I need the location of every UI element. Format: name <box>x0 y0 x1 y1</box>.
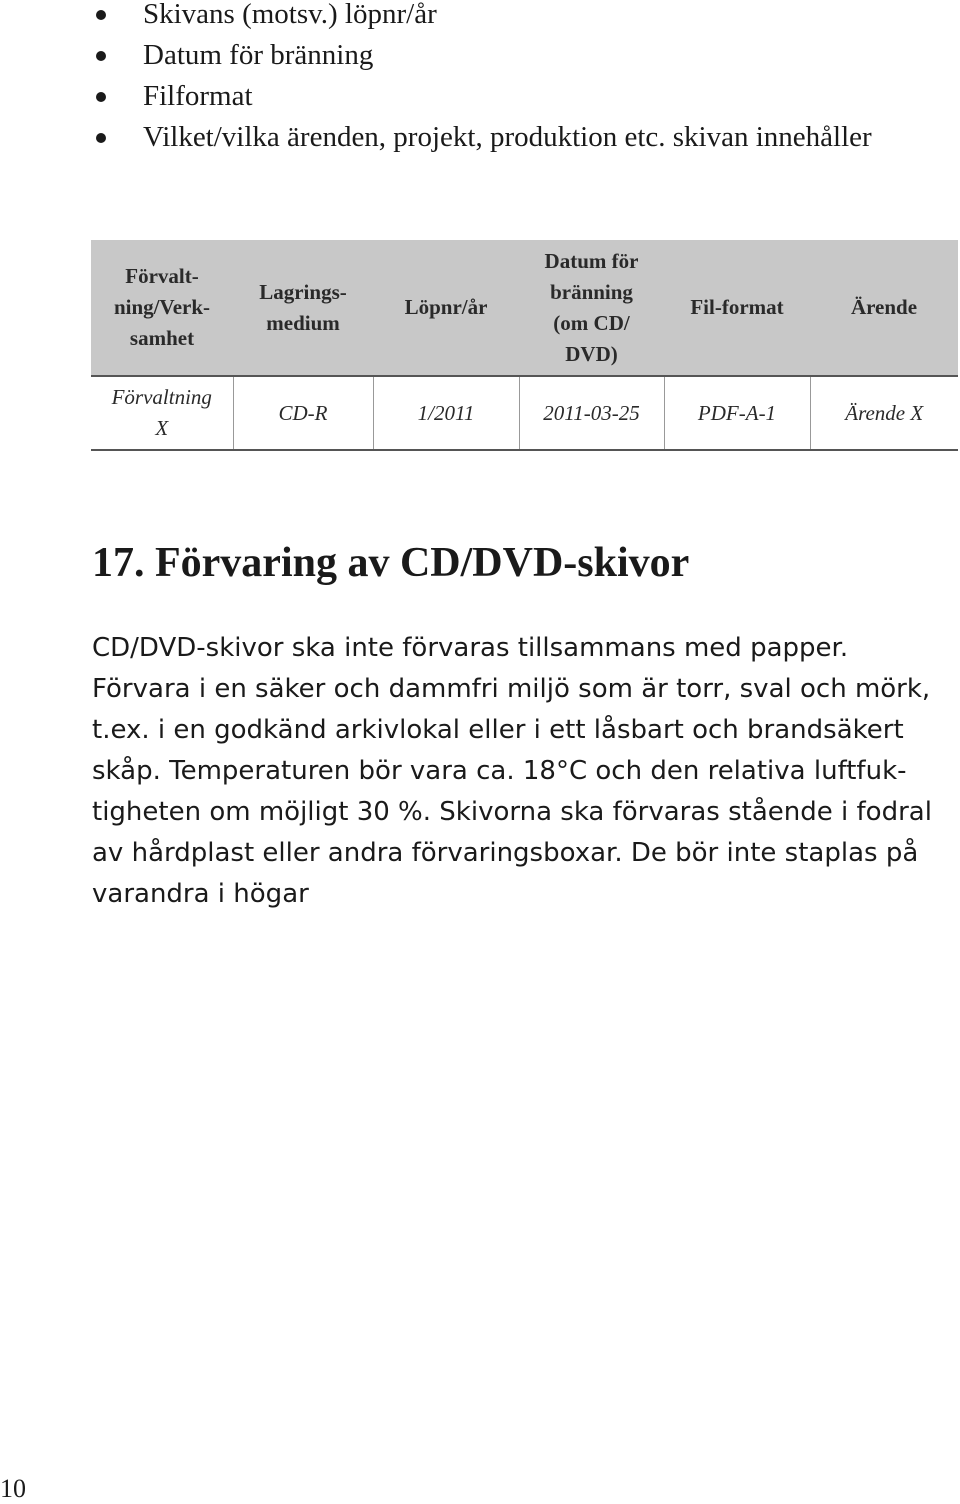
header-filformat <box>664 240 810 376</box>
page-number: 10 <box>0 1474 26 1503</box>
header-line: Datum för <box>544 248 639 273</box>
bullet-dot-icon <box>96 133 106 143</box>
header-line: Lagrings- <box>259 279 347 304</box>
cd-register-table <box>91 240 958 451</box>
cell-line: 1/2011 <box>417 400 475 425</box>
cell-line: X <box>155 416 169 440</box>
header-line: DVD) <box>565 341 618 366</box>
paragraph-line: t.ex. i en godkänd arkivlokal eller i ett låsbart och brandsäkert <box>92 715 904 745</box>
cell-filformat <box>664 376 810 450</box>
cell-datum <box>519 376 664 450</box>
table-header-row <box>91 240 958 376</box>
header-lagringsmedium <box>233 240 373 376</box>
paragraph-line: av hårdplast eller andra förvaringsboxar. De bör inte staplas på <box>92 838 919 868</box>
cell-line: CD-R <box>278 400 328 425</box>
header-line: Fil-format <box>690 295 784 319</box>
header-line: medium <box>266 310 340 335</box>
bullet-dot-icon <box>96 51 106 61</box>
table-row <box>91 376 958 450</box>
header-datum <box>519 240 664 376</box>
bullet-item <box>92 76 903 117</box>
paragraph-line: skåp. Temperaturen bör vara ca. 18°C och den relativa luftfuk- <box>92 756 907 786</box>
header-line: (om CD/ <box>553 310 630 335</box>
bullet-text: Filformat <box>143 80 253 112</box>
header-line: samhet <box>129 326 195 350</box>
header-lopnr <box>373 240 519 376</box>
bullet-text: Vilket/vilka ärenden, projekt, produktion etc. skivan innehåller <box>143 121 872 153</box>
cell-line: Förvaltning <box>111 385 212 409</box>
paragraph-line: varandra i högar <box>92 879 309 909</box>
cell-line: PDF-A-1 <box>697 400 777 425</box>
paragraph-line: CD/DVD-skivor ska inte förvaras tillsammans med papper. <box>92 633 849 663</box>
header-arende <box>810 240 958 376</box>
header-line: ning/Verk- <box>113 295 211 319</box>
paragraph-line: Förvara i en säker och dammfri miljö som är torr, sval och mörk, <box>92 674 931 704</box>
cell-line: Ärende X <box>845 400 924 425</box>
header-forvaltning <box>91 240 233 376</box>
bullet-item <box>92 0 903 35</box>
bullet-list <box>92 0 903 158</box>
cell-lopnr <box>373 376 519 450</box>
bullet-item <box>92 35 903 76</box>
header-line: Ärende <box>850 295 918 319</box>
header-line: Förvalt- <box>125 264 199 288</box>
header-line: bränning <box>550 279 633 304</box>
header-line: Löpnr/år <box>404 295 488 319</box>
cell-line: 2011-03-25 <box>543 400 640 425</box>
bullet-text: Datum för bränning <box>143 39 374 71</box>
bullet-item <box>92 117 903 158</box>
bullet-dot-icon <box>96 92 106 102</box>
paragraph-line: tigheten om möjligt 30 %. Skivorna ska förvaras stående i fodral <box>92 797 932 827</box>
cell-forvaltning <box>91 376 233 450</box>
section-heading: 17. Förvaring av CD/DVD-skivor <box>92 540 690 586</box>
cell-lagringsmedium <box>233 376 373 450</box>
bullet-text: Skivans (motsv.) löpnr/år <box>143 0 437 30</box>
cell-arende <box>810 376 958 450</box>
section-paragraph <box>92 628 952 915</box>
bullet-dot-icon <box>96 10 106 20</box>
